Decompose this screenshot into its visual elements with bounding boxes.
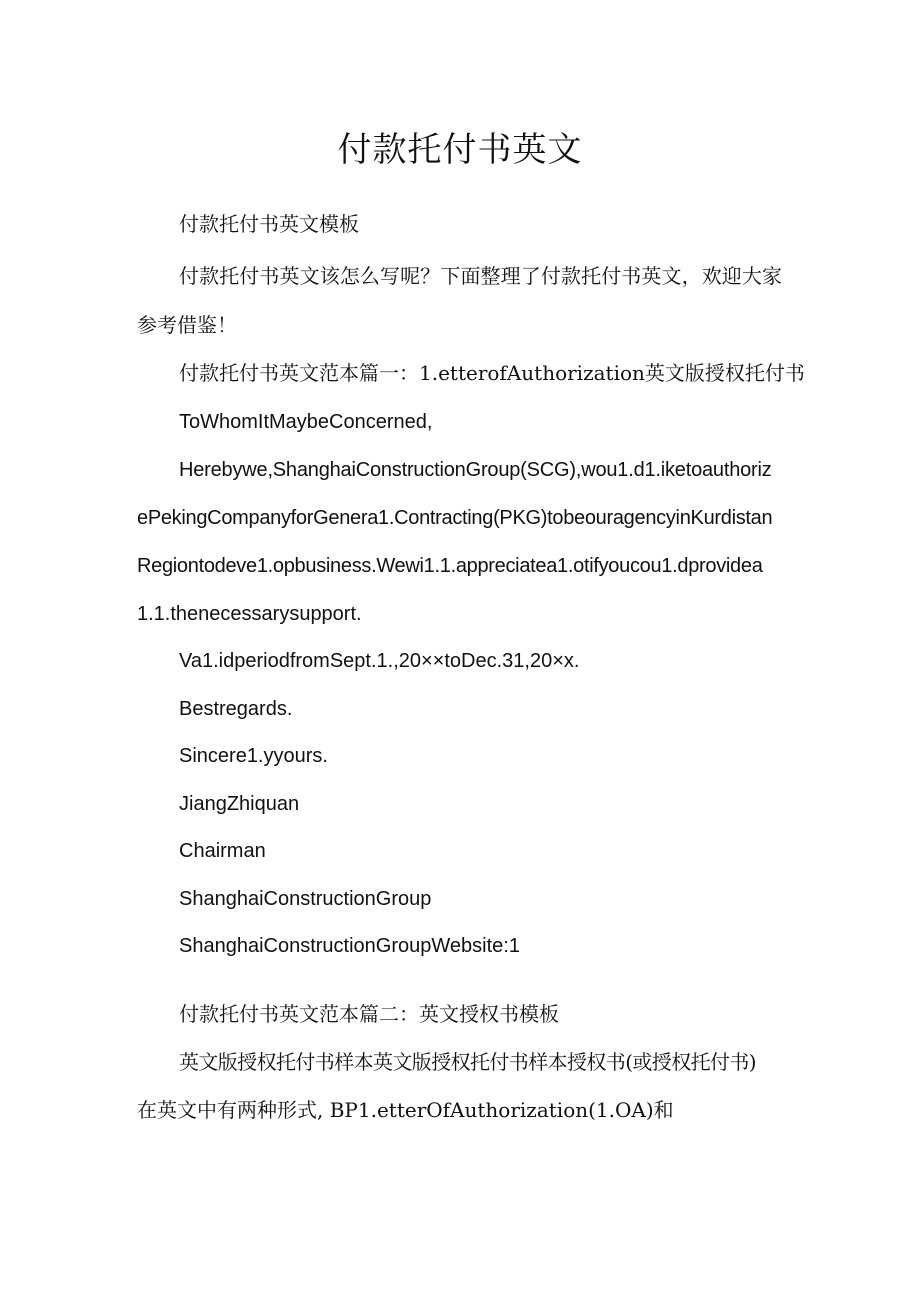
- subtitle: 付款托付书英文模板: [179, 212, 359, 236]
- sample2-line-2: 在英文中有两种形式, BP1.etterOfAuthorization(1.OA)和: [137, 1098, 674, 1122]
- salutation: ToWhomItMaybeConcerned,: [179, 411, 433, 433]
- regards: Bestregards.: [179, 698, 293, 720]
- body-line-1: Herebywe,ShanghaiConstructionGroup(SCG),wou1.d1.iketoauthoriz: [179, 459, 772, 481]
- intro-line-1: 付款托付书英文该怎么写呢？下面整理了付款托付书英文，欢迎大家: [179, 264, 782, 288]
- company-website: ShanghaiConstructionGroupWebsite:1: [179, 935, 520, 957]
- body-line-2: ePekingCompanyforGenera1.Contracting(PKG)tobeouragencyinKurdistan: [137, 507, 773, 529]
- body-line-4: 1.1.thenecessarysupport.: [137, 603, 362, 625]
- document-title: 付款托付书英文: [337, 130, 583, 170]
- signer-position: Chairman: [179, 840, 266, 862]
- sample1-heading: 付款托付书英文范本篇一：1.etterofAuthorization英文版授权托付书: [179, 361, 805, 385]
- signer-name: JiangZhiquan: [179, 793, 300, 815]
- sample2-line-1: 英文版授权托付书样本英文版授权托付书样本授权书(或授权托付书): [179, 1050, 757, 1074]
- body-line-3: Regiontodeve1.opbusiness.Wewi1.1.appreciatea1.otifyoucou1.dprovidea: [137, 555, 763, 577]
- validity-period: Va1.idperiodfromSept.1.,20××toDec.31,20×x.: [179, 650, 580, 672]
- intro-line-2: 参考借鉴！: [137, 313, 237, 337]
- company-name: ShanghaiConstructionGroup: [179, 888, 432, 910]
- closing: Sincere1.yyours.: [179, 745, 328, 767]
- sample2-heading: 付款托付书英文范本篇二：英文授权书模板: [179, 1002, 559, 1026]
